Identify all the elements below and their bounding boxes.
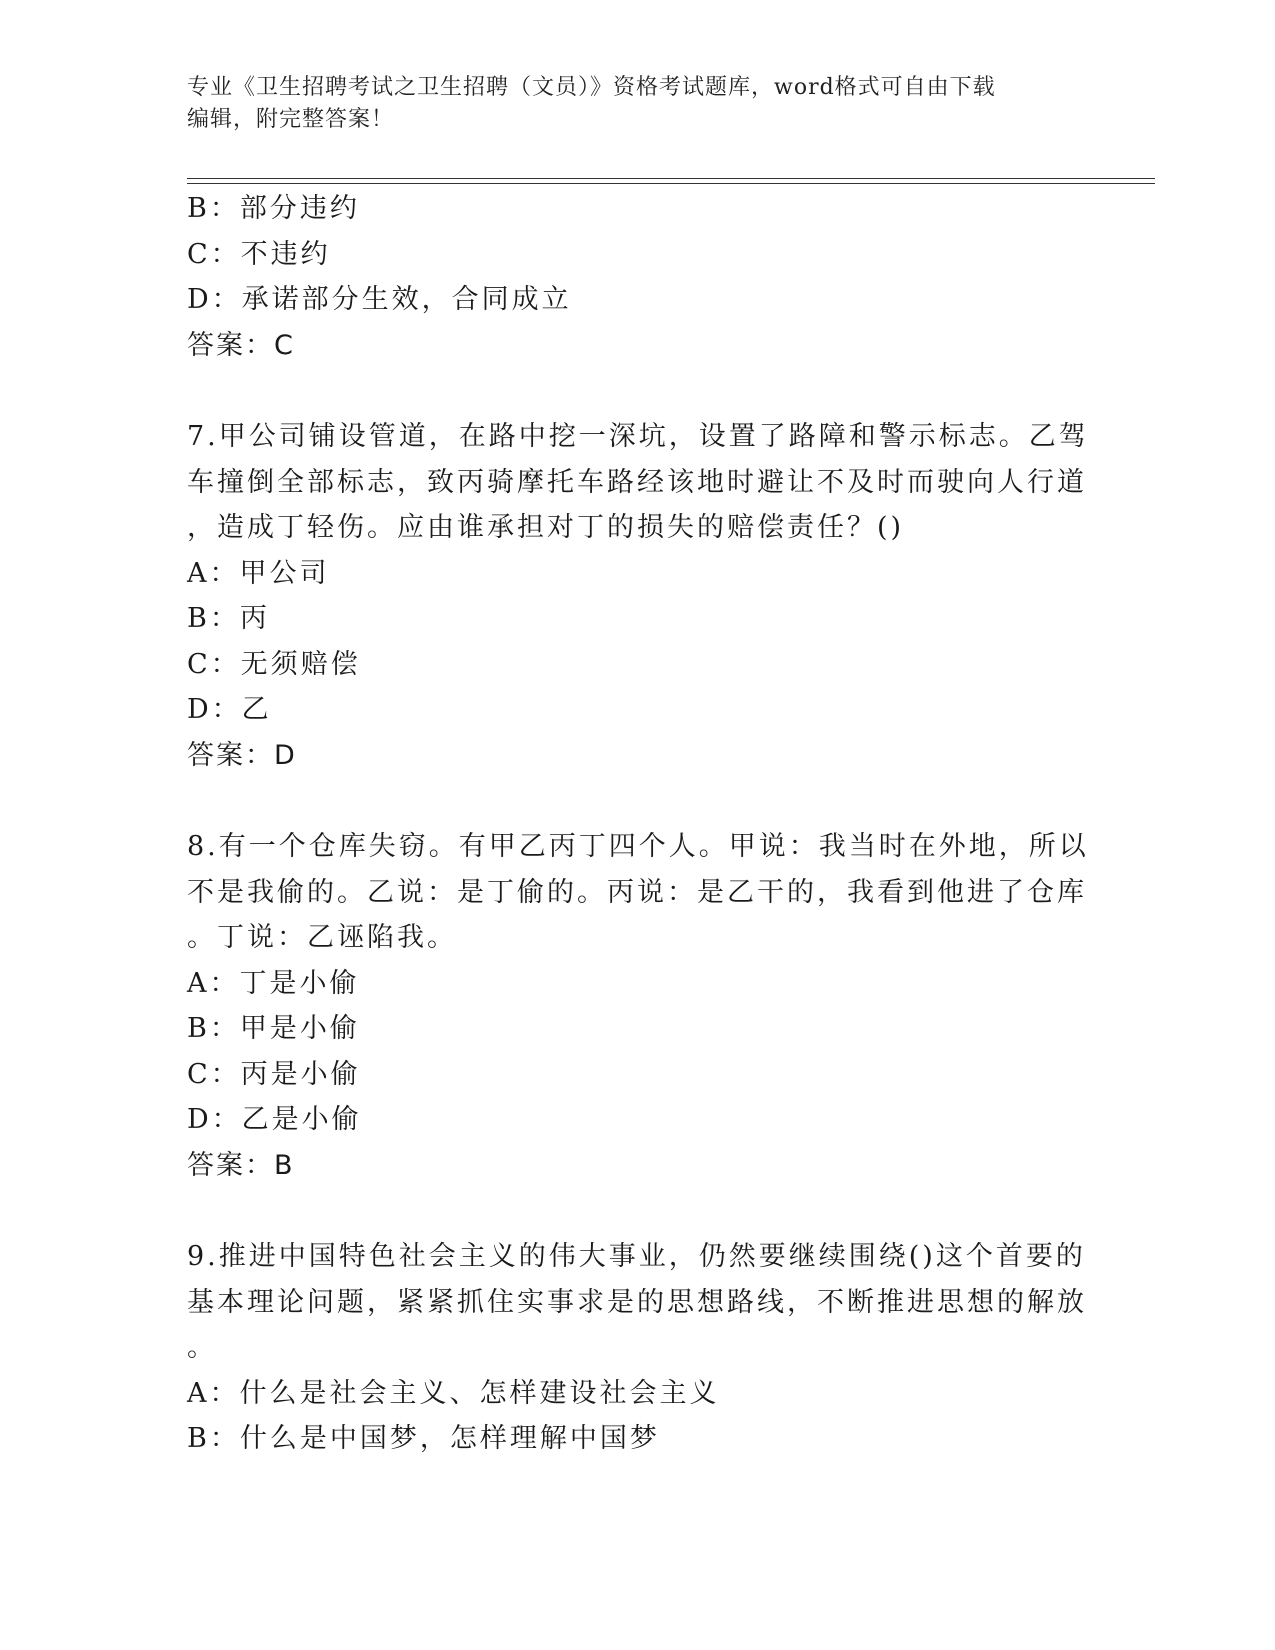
option-b: B：什么是中国梦，怎样理解中国梦: [187, 1423, 660, 1454]
answer-line: 答案：B: [187, 1149, 295, 1181]
answer-line: 答案：D: [187, 739, 297, 771]
option-c: C：无须赔偿: [187, 648, 361, 680]
option-d: D：承诺部分生效，合同成立: [187, 284, 572, 315]
header-line-2: 编辑，附完整答案！: [187, 107, 395, 132]
option-a: A：什么是社会主义、怎样建设社会主义: [187, 1377, 720, 1409]
answer-line: 答案：C: [187, 329, 295, 361]
question-stem-line: 。: [187, 1332, 217, 1363]
option-b: B：丙: [187, 603, 270, 634]
option-a: A：丁是小偷: [187, 967, 360, 999]
question-stem-line: 。丁说：乙诬陷我。: [187, 922, 457, 953]
spacer: [187, 368, 1067, 414]
option-d: D：乙: [187, 694, 272, 725]
previous-question: [187, 186, 1067, 368]
option-b: B：部分违约: [187, 193, 360, 224]
spacer: [187, 778, 1067, 824]
option-c: C：丙是小偷: [187, 1058, 361, 1090]
document-header: [187, 72, 1087, 136]
option-c: C：不违约: [187, 238, 331, 270]
question-stem-line: 7.甲公司铺设管道，在路中挖一深坑，设置了路障和警示标志。乙驾: [187, 421, 1089, 452]
question-9: [187, 1234, 1087, 1462]
question-stem-line: ，造成丁轻伤。应由谁承担对丁的损失的赔偿责任？(): [187, 512, 905, 543]
header-divider-top: [187, 178, 1155, 179]
question-stem-line: 8.有一个仓库失窃。有甲乙丙丁四个人。甲说：我当时在外地，所以: [187, 831, 1089, 862]
option-d: D：乙是小偷: [187, 1104, 362, 1135]
question-stem-line: 车撞倒全部标志，致丙骑摩托车路经该地时避让不及时而驶向人行道: [187, 466, 1087, 498]
question-content: [187, 186, 1089, 1462]
option-b: B：甲是小偷: [187, 1013, 360, 1044]
question-stem-line: 9.推进中国特色社会主义的伟大事业，仍然要继续围绕()这个首要的: [187, 1241, 1086, 1272]
question-8: [187, 824, 1089, 1188]
question-stem-line: 不是我偷的。乙说：是丁偷的。丙说：是乙干的，我看到他进了仓库: [187, 876, 1087, 908]
header-line-1: 专业《卫生招聘考试之卫生招聘（文员）》资格考试题库，word格式可自由下载: [187, 75, 996, 100]
question-stem-line: 基本理论问题，紧紧抓住实事求是的思想路线，不断推进思想的解放: [187, 1286, 1087, 1318]
header-divider-bottom: [187, 183, 1155, 184]
option-a: A：甲公司: [187, 557, 330, 589]
question-7: [187, 414, 1089, 778]
spacer: [187, 1188, 1067, 1234]
